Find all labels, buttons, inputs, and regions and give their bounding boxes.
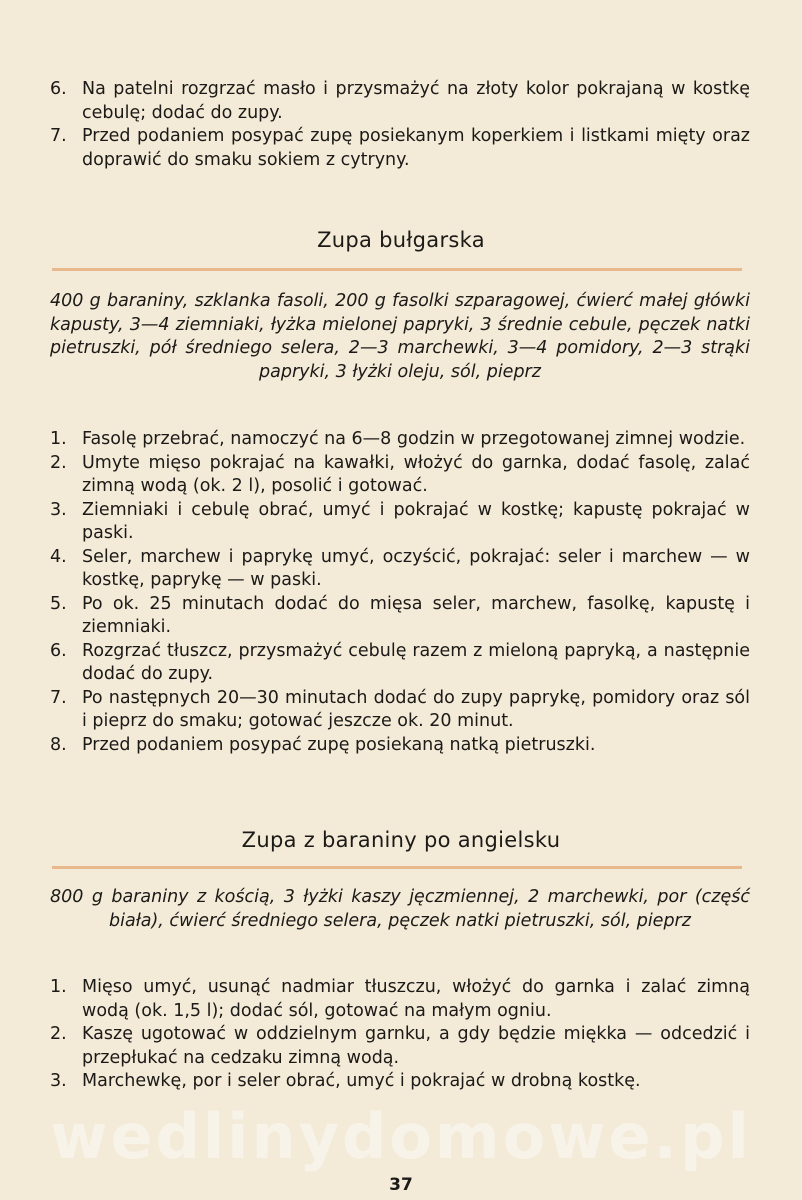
divider <box>52 866 742 869</box>
recipe-steps <box>50 428 750 757</box>
ingredients: 800 g baraniny z kością, 3 łyżki kaszy jęczmiennej, 2 marchewki, por (część biała), ćwierć średniego selera, pęczek natki pietruszki, sól, pieprz <box>50 887 750 931</box>
list-item: 6. Rozgrzać tłuszcz, przysmażyć cebulę razem z mieloną papryką, a następnie dodać do zupy. <box>50 640 750 684</box>
list-item: 5. Po ok. 25 minutach dodać do mięsa seler, marchew, fasolkę, kapustę i ziemniaki. <box>50 593 750 637</box>
page-number: 37 <box>389 1175 413 1195</box>
divider <box>52 268 742 271</box>
recipe-title: Zupa z baraniny po angielsku <box>241 828 561 852</box>
list-item: 7. Po następnych 20—30 minutach dodać do zupy paprykę, pomidory oraz sól i pieprz do smaku; gotować jeszcze ok. 20 minut. <box>50 687 750 731</box>
list-item: 8. Przed podaniem posypać zupę posiekaną natką pietruszki. <box>50 734 596 755</box>
recipe-steps <box>50 976 750 1094</box>
ingredients: 400 g baraniny, szklanka fasoli, 200 g fasolki szparagowej, ćwierć małej główki kapusty, 3—4 ziemniaki, łyżka mielonej papryki, 3 średnie cebule, pęczek natki pietruszki, pół średniego selera, 2—3 marchewki, 3—4 pomidory, 2—3 strąki papryki, 3 łyżki oleju, sól, pieprz <box>50 291 750 382</box>
list-item: 7. Przed podaniem posypać zupę posiekanym koperkiem i listkami mięty oraz doprawić do smaku sokiem z cytryny. <box>50 126 750 170</box>
list-item: 3. Ziemniaki i cebulę obrać, umyć i pokrajać w kostkę; kapustę pokrajać w paski. <box>50 499 750 543</box>
list-item: 4. Seler, marchew i paprykę umyć, oczyścić, pokrajać: seler i marchew — w kostkę, paprykę — w paski. <box>50 546 750 590</box>
list-item: 1. Fasolę przebrać, namoczyć na 6—8 godzin w przegotowanej zimnej wodzie. <box>50 429 746 449</box>
list-item: 6. Na patelni rozgrzać masło i przysmażyć na złoty kolor pokrajaną w kostkę cebulę; dodać do zupy. <box>50 79 750 123</box>
list-item: 3. Marchewkę, por i seler obrać, umyć i pokrajać w drobną kostkę. <box>50 1071 641 1091</box>
watermark: wedlinydomowe.pl <box>50 1100 752 1173</box>
recipe-title: Zupa bułgarska <box>317 228 485 252</box>
list-item: 2. Kaszę ugotować w oddzielnym garnku, a gdy będzie miękka — odcedzić i przepłukać na cedzaku zimną wodą. <box>50 1024 750 1068</box>
top-steps <box>50 78 750 172</box>
list-item: 2. Umyte mięso pokrajać na kawałki, włożyć do garnka, dodać fasolę, zalać zimną wodą (ok. 2 l), posolić i gotować. <box>50 452 750 496</box>
list-item: 1. Mięso umyć, usunąć nadmiar tłuszczu, włożyć do garnka i zalać zimną wodą (ok. 1,5 l); dodać sól, gotować na małym ogniu. <box>50 977 750 1021</box>
